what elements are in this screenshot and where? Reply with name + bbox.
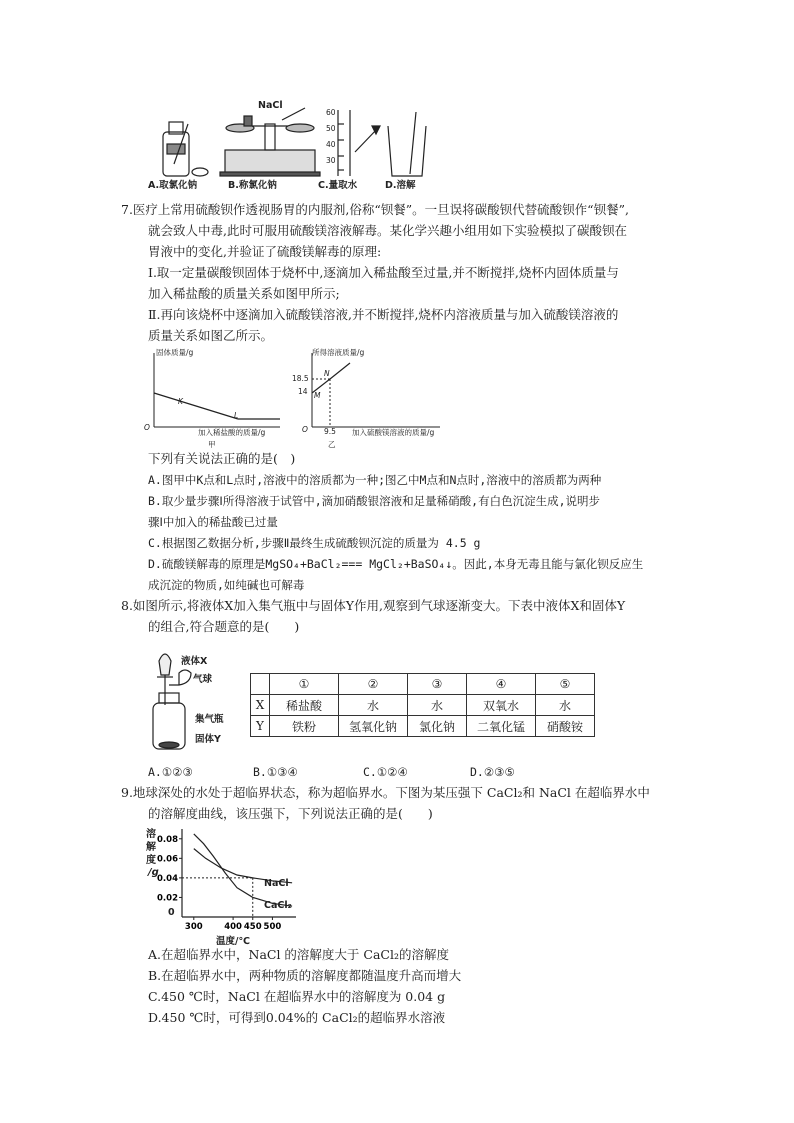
graph-yi — [290, 345, 450, 450]
fig6-label-d: D.溶解 — [385, 180, 416, 191]
cyl-tick-50: 50 — [326, 124, 336, 133]
table-cell: 双氧水 — [467, 695, 536, 716]
yi-ytick-18-5: 18.5 — [292, 374, 309, 383]
table-row — [251, 695, 595, 716]
label-solid-y: 固体Y — [195, 734, 221, 745]
table-cell: X — [251, 695, 270, 716]
table-cell: ④ — [467, 674, 536, 695]
table-row — [251, 716, 595, 737]
q7-option-d: D.硫酸镁解毒的原理是MgSO₄+BaCl₂=== MgCl₂+BaSO₄↓。因此,本身无毒且能与氯化钡反应生 — [148, 557, 644, 571]
yi-xtick: 9.5 — [324, 427, 336, 436]
chart-ylabel-3: 度 — [146, 855, 156, 866]
q8-line-2: 的组合,符合题意的是( ) — [148, 619, 300, 634]
q8-option-a: A.①②③ — [148, 765, 193, 779]
cyl-tick-30: 30 — [326, 156, 336, 165]
table-cell: ⑤ — [536, 674, 595, 695]
fig6-label-b: B.称氯化钠 — [228, 180, 277, 191]
table-cell: 稀盐酸 — [270, 695, 339, 716]
table-cell: 水 — [536, 695, 595, 716]
jia-point-l: L — [234, 411, 239, 420]
y-tick-label: 0.02 — [157, 893, 178, 904]
table-row — [251, 674, 595, 695]
chart-ylabel-1: 溶 — [146, 829, 156, 840]
balance-icon — [220, 108, 320, 176]
jia-point-k: K — [178, 397, 183, 406]
jia-origin: O — [144, 423, 150, 432]
table-cell: ② — [339, 674, 408, 695]
x-tick-label: 400 — [224, 922, 242, 932]
q7-option-b-cont: 骤Ⅰ中加入的稀盐酸已过量 — [148, 515, 278, 529]
q8-line-1: 8.如图所示,将液体X加入集气瓶中与固体Y作用,观察到气球逐渐变大。下表中液体X和固体Y — [121, 598, 626, 613]
table-cell: 二氧化锰 — [467, 716, 536, 737]
q7-line-2: 就会致人中毒,此时可服用硫酸镁溶液解毒。某化学兴趣小组用如下实验模拟了碳酸钡在 — [148, 223, 627, 238]
nacl-label: NaCl — [258, 100, 283, 111]
table-cell: 氯化钠 — [408, 716, 467, 737]
fig6-label-a: A.取氯化钠 — [148, 180, 198, 191]
q7-line-3: 胃液中的变化,并验证了硫酸镁解毒的原理: — [148, 244, 382, 259]
table-cell: 氢氧化钠 — [339, 716, 408, 737]
cyl-tick-40: 40 — [326, 140, 336, 149]
chart-origin: 0 — [168, 907, 175, 918]
reagent-bottle-icon — [163, 122, 208, 176]
q9-line-1: 9.地球深处的水处于超临界状态，称为超临界水。下图为某压强下 CaCl₂和 NaCl 在超临界水中 — [121, 785, 650, 800]
q7-line-1: 7.医疗上常用硫酸钡作透视肠胃的内服剂,俗称“钡餐”。一旦误将碳酸钡代替硫酸钡作“钡餐”, — [121, 202, 629, 217]
table-cell: 铁粉 — [270, 716, 339, 737]
q9-option-c: C.450 ℃时，NaCl 在超临界水中的溶解度为 0.04 g — [148, 989, 446, 1004]
yi-point-m: M — [314, 391, 321, 400]
yi-origin: O — [302, 425, 308, 434]
solubility-chart — [146, 825, 306, 945]
yi-ylabel: 所得溶液质量/g — [312, 348, 365, 357]
q8-option-d: D.②③⑤ — [470, 765, 515, 779]
y-tick-label: 0.08 — [157, 834, 178, 845]
yi-ytick-14: 14 — [298, 387, 308, 396]
q7-option-d-cont: 成沉淀的物质,如纯碱也可解毒 — [148, 578, 305, 592]
q7-option-a: A.图甲中K点和L点时,溶液中的溶质都为一种;图乙中M点和N点时,溶液中的溶质都为两种 — [148, 473, 602, 487]
q7-option-c: C.根据图乙数据分析,步骤Ⅱ最终生成硫酸钡沉淀的质量为 4.5 g — [148, 536, 481, 550]
yi-xlabel: 加入硫酸镁溶液的质量/g — [352, 428, 435, 437]
x-tick-label: 450 — [243, 922, 262, 932]
beaker-icon — [388, 112, 426, 176]
chart-ylabel-2: 解 — [146, 842, 156, 853]
q7-option-b: B.取少量步骤Ⅰ所得溶液于试管中,滴加硝酸银溶液和足量稀硝酸,有白色沉淀生成,说明步 — [148, 494, 601, 508]
legend-cacl2: CaCl₂ — [264, 900, 292, 911]
table-cell: 水 — [408, 695, 467, 716]
jia-curve — [154, 393, 238, 419]
label-liquid-x: 液体X — [181, 656, 208, 667]
q7-line-4: Ⅰ.取一定量碳酸钡固体于烧杯中,逐滴加入稀盐酸至过量,并不断搅拌,烧杯内固体质量与 — [148, 265, 619, 280]
label-gas-bottle: 集气瓶 — [195, 714, 224, 725]
graph-jia — [140, 345, 290, 450]
legend-nacl: NaCl — [264, 878, 289, 889]
yi-segment-2 — [330, 363, 350, 379]
q8-option-c: C.①②④ — [363, 765, 408, 779]
label-balloon: 气球 — [193, 674, 213, 685]
series-line-cacl2 — [194, 834, 292, 906]
q7-line-6: Ⅱ.再向该烧杯中逐滴加入硫酸镁溶液,并不断搅拌,烧杯内溶液质量与加入硫酸镁溶液的 — [148, 307, 619, 322]
solid-y-icon — [159, 742, 179, 748]
q7-line-5: 加入稀盐酸的质量关系如图甲所示; — [148, 286, 340, 301]
cyl-tick-60: 60 — [326, 108, 336, 117]
separatory-funnel-icon — [159, 654, 171, 675]
q7-line-7: 质量关系如图乙所示。 — [148, 328, 274, 343]
table-cell: ① — [270, 674, 339, 695]
graduated-cylinder-icon — [338, 110, 380, 176]
table-cell: 硝酸铵 — [536, 716, 595, 737]
q8-table — [250, 673, 595, 737]
table-cell: ③ — [408, 674, 467, 695]
jia-xlabel: 加入稀盐酸的质量/g — [198, 428, 266, 437]
q9-option-d: D.450 ℃时，可得到0.04%的 CaCl₂的超临界水溶液 — [148, 1010, 446, 1025]
jia-caption: 甲 — [208, 440, 216, 449]
q8-apparatus — [145, 645, 255, 755]
q9-line-2: 的溶解度曲线，该压强下，下列说法正确的是( ) — [148, 806, 433, 821]
q8-option-b: B.①③④ — [253, 765, 298, 779]
y-tick-label: 0.06 — [157, 854, 178, 865]
yi-caption: 乙 — [328, 440, 336, 449]
chart-xlabel: 温度/℃ — [216, 936, 250, 947]
x-tick-label: 500 — [263, 922, 282, 932]
x-tick-label: 300 — [184, 922, 203, 932]
yi-point-n: N — [324, 369, 330, 378]
table-cell: Y — [251, 716, 270, 737]
jia-ylabel: 固体质量/g — [156, 348, 194, 357]
chart-ylabel-4: /g — [148, 867, 159, 878]
q7-question: 下列有关说法正确的是( ) — [148, 451, 296, 466]
q9-option-a: A.在超临界水中，NaCl 的溶解度大于 CaCl₂的溶解度 — [148, 947, 449, 962]
table-cell: 水 — [339, 695, 408, 716]
table-cell — [251, 674, 270, 695]
y-tick-label: 0.04 — [157, 873, 178, 884]
q9-option-b: B.在超临界水中，两种物质的溶解度都随温度升高而增大 — [148, 968, 462, 983]
fig6-label-c: C.量取水 — [318, 180, 358, 191]
